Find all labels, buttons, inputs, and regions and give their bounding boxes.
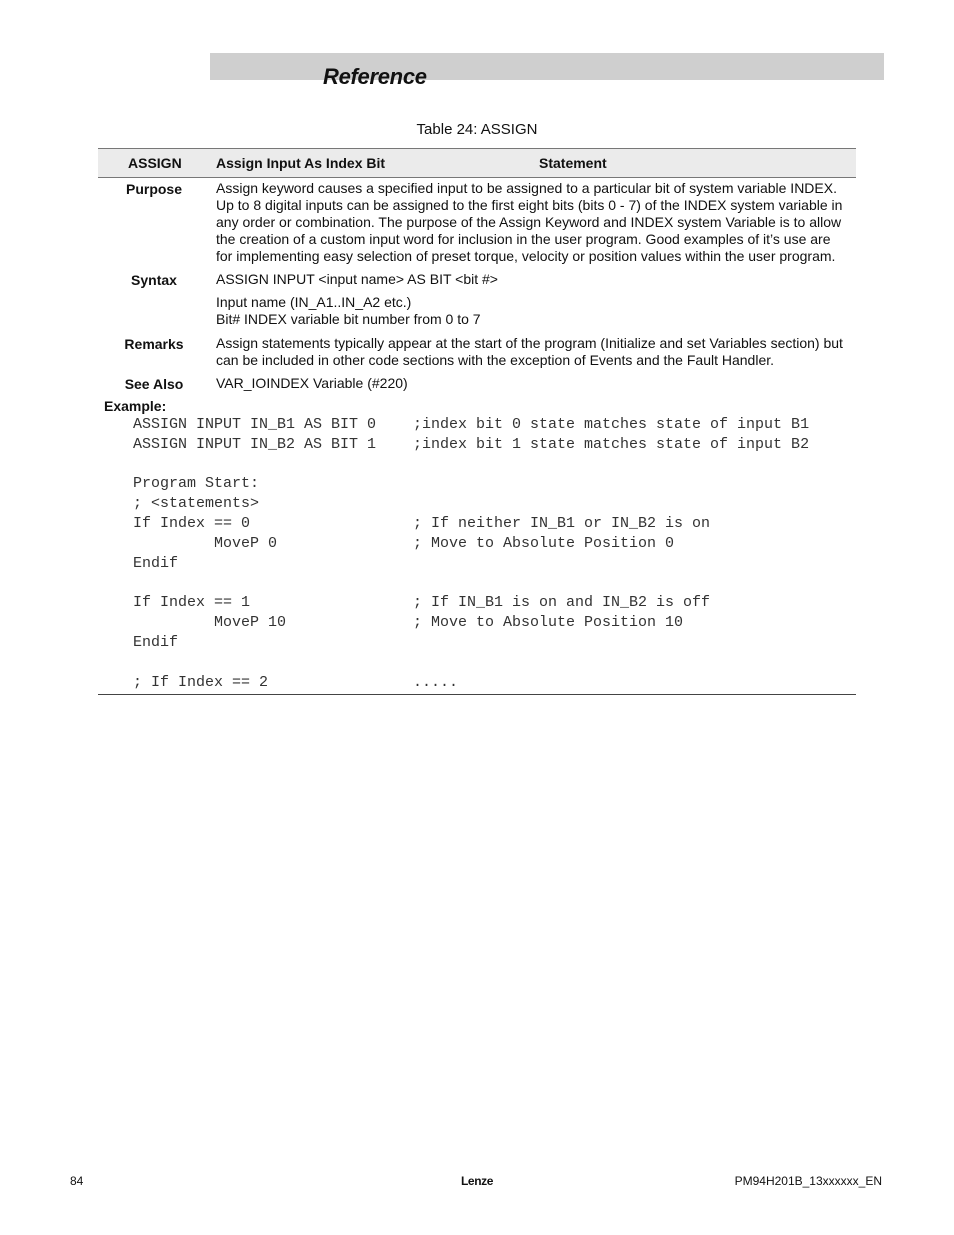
purpose-line: for implementing easy selection of preset torque, velocity or position values within the user program. [216, 248, 836, 264]
purpose-line: Assign keyword causes a specified input to be assigned to a particular bit of system variable INDEX. [216, 180, 837, 196]
example-label: Example: [104, 398, 167, 414]
purpose-line: Up to 8 digital inputs can be assigned to the first eight bits (bits 0 - 7) of the INDEX system variable in [216, 197, 843, 213]
table-caption: Table 24: ASSIGN [416, 121, 538, 138]
remarks-text [216, 335, 850, 369]
remarks-line: can be included in other code sections with the exception of Events and the Fault Handler. [216, 352, 775, 368]
code-comment: ..... [413, 674, 459, 691]
header-keyword: ASSIGN [128, 155, 182, 171]
table-header-row [98, 148, 856, 178]
code-comment: ; Move to Absolute Position 10 [413, 614, 684, 631]
code-line: ASSIGN INPUT IN_B1 AS BIT 0 [133, 416, 377, 433]
code-line: If Index == 1 [133, 594, 251, 611]
code-line: MoveP 10 [133, 614, 287, 631]
code-comment: ;index bit 0 state matches state of input B1 [413, 416, 810, 433]
code-line: ; <statements> [133, 495, 260, 512]
purpose-text [216, 180, 850, 265]
brand-logo: Lenze [460, 1174, 493, 1188]
code-comment: ; If neither IN_B1 or IN_B2 is on [413, 515, 711, 532]
page-number: 84 [70, 1174, 84, 1188]
table-bottom-rule [98, 694, 856, 695]
syntax-label: Syntax [131, 272, 177, 288]
code-line: MoveP 0 [133, 535, 278, 552]
code-line: ; If Index == 2 [133, 674, 269, 691]
see-also-label: See Also [124, 376, 184, 392]
header-type: Statement [539, 155, 607, 171]
syntax-bit-number: Bit# INDEX variable bit number from 0 to 7 [216, 311, 481, 327]
code-line: Endif [133, 634, 179, 651]
purpose-line: the creation of a custom input word for inclusion in the user program. Good examples of it’s use are [216, 231, 831, 247]
code-line: ASSIGN INPUT IN_B2 AS BIT 1 [133, 436, 377, 453]
purpose-line: any order or combination. The purpose of the Assign Keyword and INDEX system Variable is to allow [216, 214, 842, 230]
code-comment: ; Move to Absolute Position 0 [413, 535, 675, 552]
document-number: PM94H201B_13xxxxxx_EN [734, 1174, 882, 1188]
syntax-input-name: Input name (IN_A1..IN_A2 etc.) [216, 294, 412, 310]
remarks-line: Assign statements typically appear at the start of the program (Initialize and set Variables section) but [216, 335, 843, 351]
code-comment: ; If IN_B1 is on and IN_B2 is off [413, 594, 711, 611]
code-line: Program Start: [133, 475, 260, 492]
code-line: Endif [133, 555, 179, 572]
remarks-label: Remarks [124, 336, 184, 352]
syntax-line: ASSIGN INPUT <input name> AS BIT <bit #> [216, 271, 498, 287]
code-comment: ;index bit 1 state matches state of input B2 [413, 436, 810, 453]
purpose-label: Purpose [125, 181, 182, 197]
section-title: Reference [323, 64, 427, 89]
see-also-text: VAR_IOINDEX Variable (#220) [216, 375, 408, 391]
header-description: Assign Input As Index Bit [216, 155, 386, 171]
code-line: If Index == 0 [133, 515, 251, 532]
header-bar [210, 53, 884, 80]
